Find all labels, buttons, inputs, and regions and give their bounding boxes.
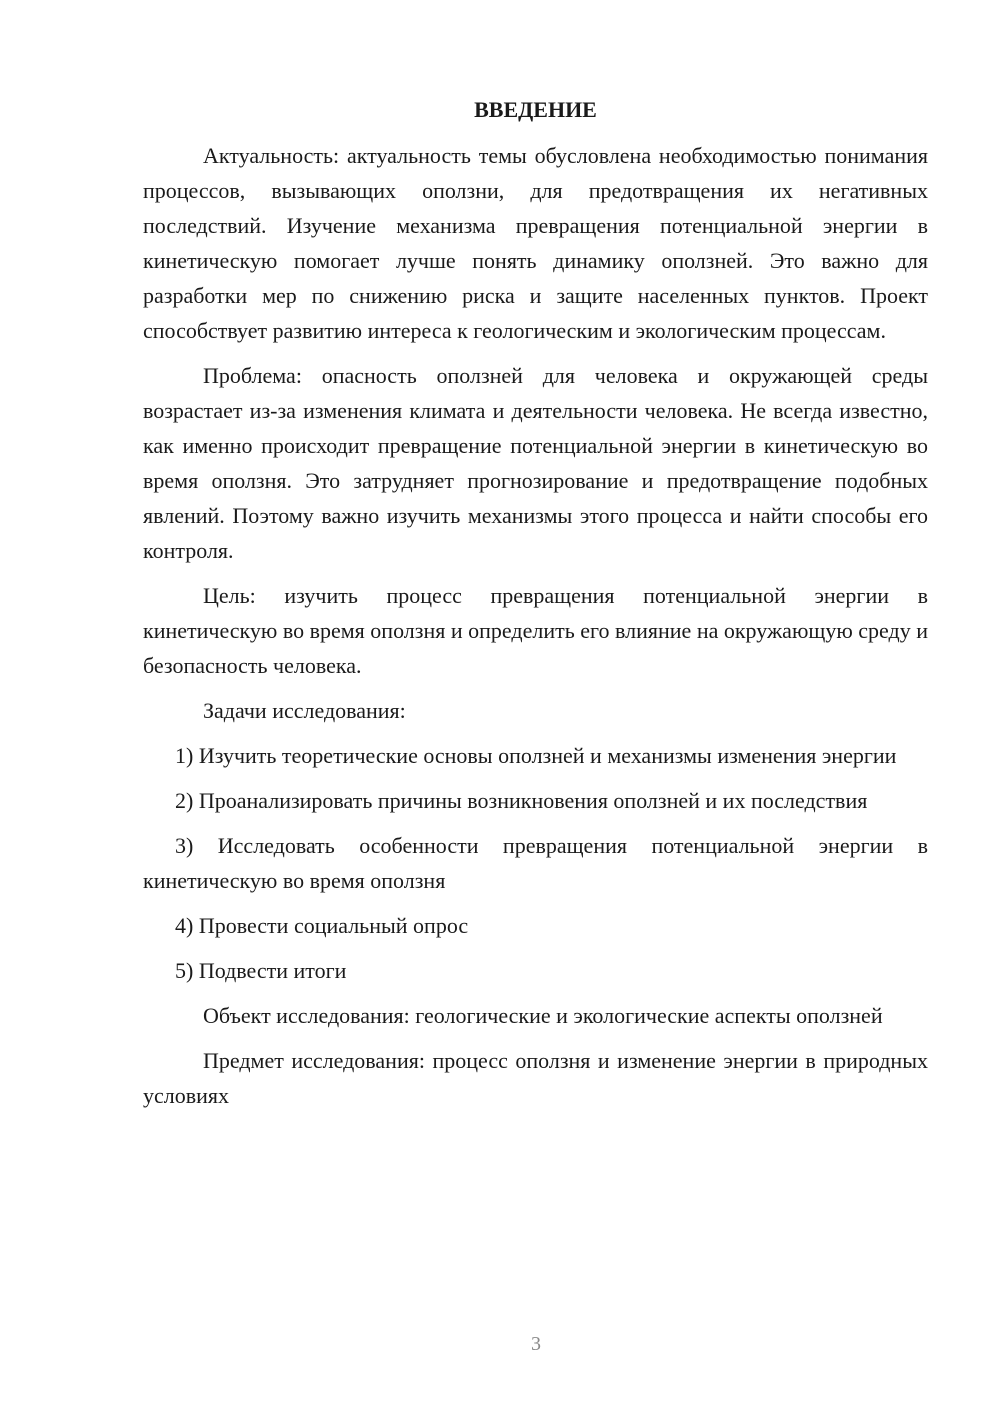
task-item: 1) Изучить теоретические основы оползней и механизмы изменения энергии xyxy=(175,743,897,768)
section-title: ВВЕДЕНИЕ xyxy=(474,97,597,122)
task-item: 2) Проанализировать причины возникновения оползней и их последствия xyxy=(175,788,868,813)
task-item: 3) Исследовать особенности превращения потенциальной энергии в кинетическую во время оползня xyxy=(143,833,928,893)
tasks-heading: Задачи исследования: xyxy=(203,698,406,723)
task-item: 5) Подвести итоги xyxy=(175,958,347,983)
relevance-paragraph: Актуальность: актуальность темы обусловлена необходимостью понимания процессов, вызывающих оползни, для предотвращения их негативных последствий. Изучение механизма превращения потенциальной энергии в кинетическую помогает лучше понять динамику оползней. Это важно для разработки мер по снижению риска и защите населенных пунктов. Проект способствует развитию интереса к геологическим и экологическим процессам. xyxy=(143,143,928,343)
problem-paragraph: Проблема: опасность оползней для человека и окружающей среды возрастает из-за изменения климата и деятельности человека. Не всегда известно, как именно происходит превращение потенциальной энергии в кинетическую во время оползня. Это затрудняет прогнозирование и предотвращение подобных явлений. Поэтому важно изучить механизмы этого процесса и найти способы его контроля. xyxy=(143,363,928,563)
object-paragraph: Объект исследования: геологические и экологические аспекты оползней xyxy=(203,1003,883,1028)
document-page xyxy=(143,92,928,1123)
goal-paragraph: Цель: изучить процесс превращения потенциальной энергии в кинетическую во время оползня и определить его влияние на окружающую среду и безопасность человека. xyxy=(143,583,928,678)
task-item: 4) Провести социальный опрос xyxy=(175,913,469,938)
page-number: 3 xyxy=(531,1333,541,1355)
subject-paragraph: Предмет исследования: процесс оползня и изменение энергии в природных условиях xyxy=(143,1048,928,1108)
